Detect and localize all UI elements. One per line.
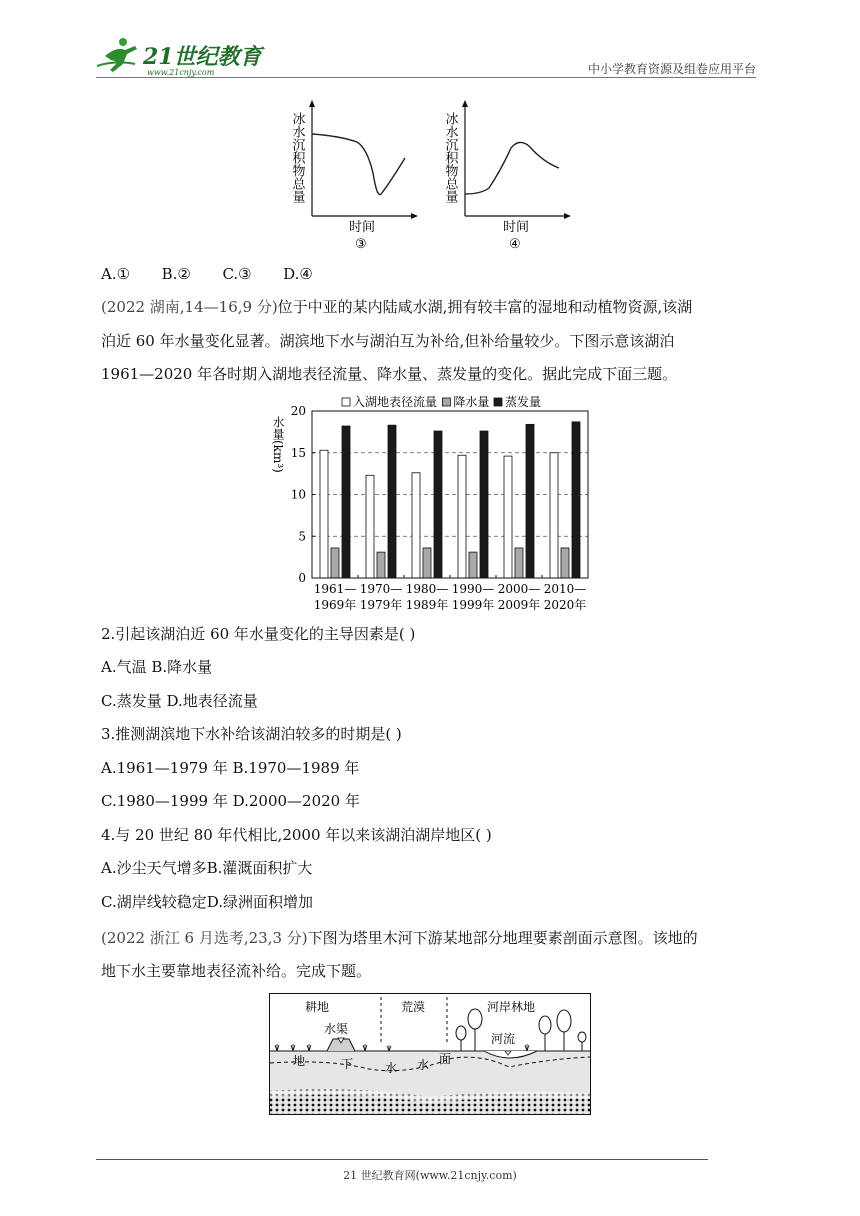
river-label: 河流 bbox=[491, 1032, 516, 1046]
zone-farmland: 耕地 bbox=[305, 1000, 330, 1014]
y-tick-label-0: 0 bbox=[298, 571, 306, 585]
x-tick-label-4-line1: 2000— bbox=[497, 582, 541, 596]
bar-降水量-0 bbox=[331, 548, 339, 578]
tarim-profile-diagram bbox=[269, 993, 591, 1116]
intro1-source: (2022 湖南,14—16,9 分) bbox=[101, 298, 278, 316]
gw-char-2: 下 bbox=[341, 1057, 354, 1071]
x-tick-label-1-line2: 1979年 bbox=[359, 598, 403, 612]
gw-char-4: 水 bbox=[417, 1058, 430, 1072]
x-tick-label-5-line1: 2010— bbox=[543, 582, 587, 596]
q2-options-row2[interactable]: C.蒸发量 D.地表径流量 bbox=[101, 692, 258, 710]
bar-蒸发量-2 bbox=[434, 431, 442, 578]
x-tick-label-0-line1: 1961— bbox=[313, 582, 357, 596]
graph-3-ylabel: 冰水沉积物总量 bbox=[289, 112, 305, 203]
graph-4-curve bbox=[465, 142, 559, 194]
q3-options-row1[interactable]: A.1961—1979 年 B.1970—1989 年 bbox=[101, 759, 360, 777]
option-c[interactable]: C.③ bbox=[222, 265, 252, 283]
graph-4-ylabel: 冰水沉积物总量 bbox=[442, 112, 458, 203]
chart-x-ticks bbox=[314, 575, 587, 612]
bar-入湖地表径流量-1 bbox=[366, 475, 374, 578]
header-divider bbox=[96, 77, 756, 78]
bar-蒸发量-5 bbox=[572, 422, 580, 578]
gw-char-3: 水 bbox=[385, 1061, 398, 1075]
legend-label-1: 降水量 bbox=[453, 395, 490, 409]
footer-text: 21 世纪教育网(www.21cnjy.com) bbox=[343, 1169, 517, 1182]
y-tick-label-15: 15 bbox=[290, 445, 306, 460]
runner-logo-icon bbox=[97, 38, 137, 72]
intro1-line1 bbox=[101, 297, 692, 317]
q4-options-row2[interactable]: C.湖岸线较稳定D.绿洲面积增加 bbox=[101, 893, 313, 911]
x-tick-label-5-line2: 2020年 bbox=[543, 598, 587, 612]
bar-降水量-5 bbox=[561, 548, 569, 578]
legend-label-0: 入湖地表径流量 bbox=[353, 395, 438, 409]
x-tick-label-3-line2: 1999年 bbox=[451, 598, 495, 612]
bar-蒸发量-3 bbox=[480, 431, 488, 578]
bar-降水量-3 bbox=[469, 552, 477, 578]
intro1-line3: 1961—2020 年各时期入湖地表径流量、降水量、蒸发量的变化。据此完成下面三题。 bbox=[101, 365, 678, 383]
y-tick-label-5: 5 bbox=[298, 529, 306, 544]
bar-降水量-4 bbox=[515, 548, 523, 578]
q2-options-row1[interactable]: A.气温 B.降水量 bbox=[101, 658, 213, 676]
footer-divider bbox=[96, 1159, 708, 1160]
y-tick-label-20: 20 bbox=[290, 404, 306, 418]
bar-降水量-1 bbox=[377, 552, 385, 578]
graph-3-label: ③ bbox=[355, 237, 367, 252]
logo-text: 21世纪教育 bbox=[143, 44, 262, 70]
x-tick-label-0-line2: 1969年 bbox=[313, 598, 357, 612]
q4-stem: 4.与 20 世纪 80 年代相比,2000 年以来该湖泊湖岸地区( ) bbox=[101, 826, 492, 844]
legend-swatch-1 bbox=[442, 398, 450, 406]
graph-4 bbox=[443, 100, 572, 252]
chart-legend bbox=[342, 394, 541, 409]
x-tick-label-1-line1: 1970— bbox=[359, 582, 403, 596]
q3-stem: 3.推测湖滨地下水补给该湖泊较多的时期是( ) bbox=[101, 725, 402, 743]
bar-入湖地表径流量-3 bbox=[458, 455, 466, 578]
legend-swatch-0 bbox=[342, 398, 350, 406]
bar-入湖地表径流量-0 bbox=[320, 450, 328, 578]
graph-4-label: ④ bbox=[509, 237, 521, 252]
graph-3 bbox=[290, 100, 419, 252]
q1-options bbox=[101, 264, 313, 284]
x-tick-label-3-line1: 1990— bbox=[451, 582, 495, 596]
q2-stem: 2.引起该湖泊近 60 年水量变化的主导因素是( ) bbox=[101, 625, 416, 643]
q4-options-row1[interactable]: A.沙尘天气增多B.灌溉面积扩大 bbox=[101, 859, 313, 877]
x-tick-label-2-line2: 1989年 bbox=[405, 598, 449, 612]
intro2-line2: 地下水主要靠地表径流补给。完成下题。 bbox=[101, 962, 372, 980]
zone-riparian-forest: 河岸林地 bbox=[487, 1000, 536, 1014]
bar-入湖地表径流量-4 bbox=[504, 456, 512, 578]
graph-3-xlabel: 时间 bbox=[349, 220, 376, 235]
graph-3-curve bbox=[312, 134, 405, 195]
chart-bars bbox=[320, 422, 580, 578]
gw-char-1: 地 bbox=[293, 1054, 306, 1068]
chart-y-ticks bbox=[291, 404, 315, 585]
option-d[interactable]: D.④ bbox=[283, 265, 313, 283]
header-platform-text: 中小学教育资源及组卷应用平台 bbox=[587, 62, 756, 76]
x-tick-label-4-line2: 2009年 bbox=[497, 598, 541, 612]
q3-options-row2[interactable]: C.1980—1999 年 D.2000—2020 年 bbox=[101, 792, 360, 810]
site-logo bbox=[95, 36, 265, 78]
ice-sediment-graphs bbox=[285, 98, 585, 256]
option-a[interactable]: A.① bbox=[101, 265, 131, 283]
bar-降水量-2 bbox=[423, 548, 431, 578]
bar-入湖地表径流量-5 bbox=[550, 453, 558, 578]
intro2-source: (2022 浙江 6 月选考,23,3 分) bbox=[101, 929, 308, 947]
y-tick-label-10: 10 bbox=[290, 487, 306, 502]
canal-label: 水渠 bbox=[324, 1022, 349, 1036]
lake-water-chart bbox=[268, 392, 598, 614]
intro2-text: 下图为塔里木河下游某地部分地理要素剖面示意图。该地的 bbox=[307, 929, 698, 947]
bar-蒸发量-1 bbox=[388, 425, 396, 578]
option-b[interactable]: B.② bbox=[161, 265, 191, 283]
gw-char-5: 面 bbox=[439, 1052, 452, 1066]
bar-蒸发量-4 bbox=[526, 424, 534, 578]
chart-ylabel: 水量(km³) bbox=[271, 416, 285, 473]
legend-swatch-2 bbox=[494, 398, 502, 406]
logo-subtext: www.21cnjy.com bbox=[147, 68, 215, 77]
graph-4-xlabel: 时间 bbox=[503, 220, 530, 235]
legend-label-2: 蒸发量 bbox=[505, 395, 542, 409]
chart-gridlines bbox=[312, 453, 588, 537]
x-tick-label-2-line1: 1980— bbox=[405, 582, 449, 596]
intro1-text: 位于中亚的某内陆咸水湖,拥有较丰富的湿地和动植物资源,该湖 bbox=[277, 298, 693, 316]
zone-desert: 荒漠 bbox=[401, 1000, 426, 1014]
intro2-line1 bbox=[101, 928, 698, 948]
bar-入湖地表径流量-2 bbox=[412, 473, 420, 578]
bar-蒸发量-0 bbox=[342, 426, 350, 578]
intro1-line2: 泊近 60 年水量变化显著。湖滨地下水与湖泊互为补给,但补给量较少。下图示意该湖泊 bbox=[101, 332, 675, 350]
